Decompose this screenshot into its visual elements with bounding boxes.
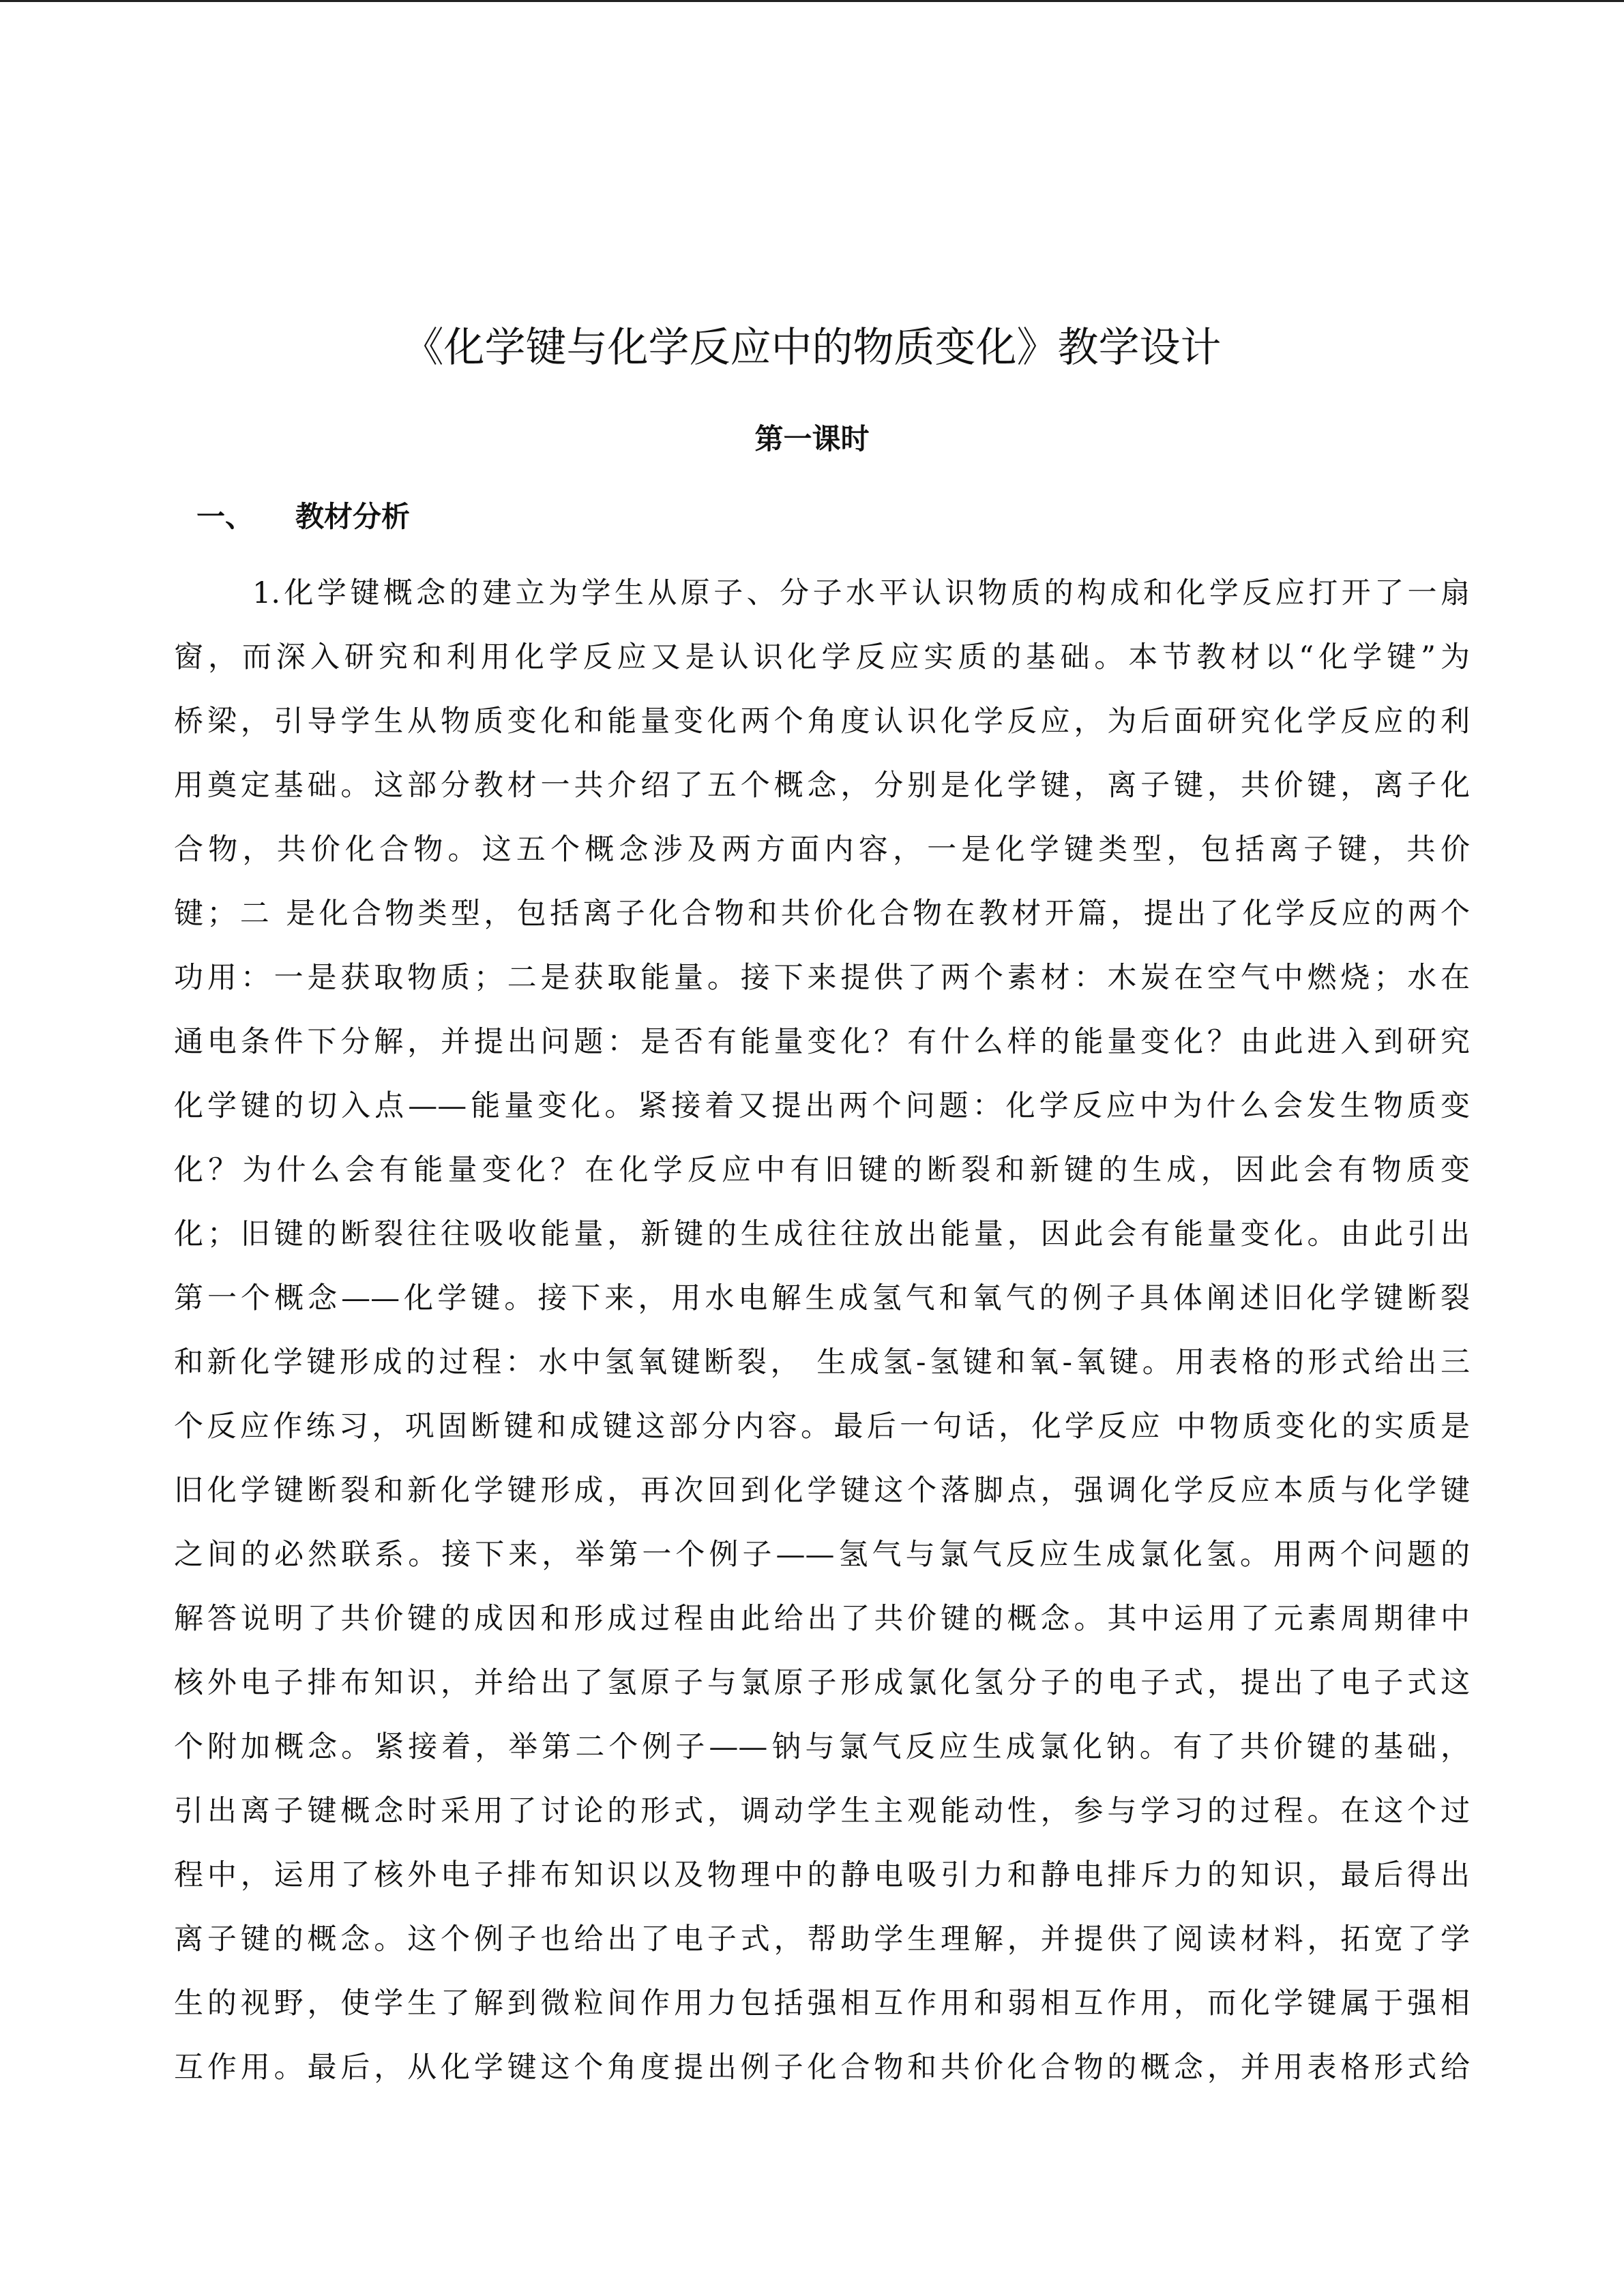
paragraph-line: 之间的必然联系。接下来，举第一个例子——氢气与氯气反应生成氯化氢。用两个问题的 bbox=[174, 1538, 1470, 1572]
paragraph-line: 功用：一是获取物质；二是获取能量。接下来提供了两个素材：木炭在空气中燃烧；水在 bbox=[174, 961, 1470, 995]
paragraph-line: 用奠定基础。这部分教材一共介绍了五个概念，分别是化学键，离子键，共价键，离子化 bbox=[174, 769, 1470, 803]
paragraph-line: 生的视野，使学生了解到微粒间作用力包括强相互作用和弱相互作用，而化学键属于强相 bbox=[174, 1986, 1470, 2021]
paragraph-line: 程中，运用了核外电子排布知识以及物理中的静电吸引力和静电排斥力的知识，最后得出 bbox=[174, 1858, 1470, 1892]
paragraph-line: 键；二 是化合物类型，包括离子化合物和共价化合物在教材开篇，提出了化学反应的两个 bbox=[174, 897, 1470, 931]
section-title: 教材分析 bbox=[295, 500, 411, 533]
paragraph-line: 桥梁，引导学生从物质变化和能量变化两个角度认识化学反应，为后面研究化学反应的利 bbox=[174, 704, 1470, 739]
paragraph-line: 第一个概念——化学键。接下来，用水电解生成氢气和氧气的例子具体阐述旧化学键断裂 bbox=[174, 1281, 1470, 1315]
paragraph-line: 引出离子键概念时采用了讨论的形式，调动学生主观能动性，参与学习的过程。在这个过 bbox=[174, 1794, 1470, 1828]
paragraph-line: 化？为什么会有能量变化？在化学反应中有旧键的断裂和新键的生成，因此会有物质变 bbox=[174, 1153, 1470, 1187]
paragraph-line: 个反应作练习，巩固断键和成键这部分内容。最后一句话，化学反应 中物质变化的实质是 bbox=[174, 1410, 1470, 1444]
section-number: 一、 bbox=[196, 500, 254, 533]
paragraph-line: 窗，而深入研究和利用化学反应又是认识化学反应实质的基础。本节教材以“化学键”为 bbox=[174, 640, 1470, 674]
section-heading bbox=[196, 496, 410, 537]
paragraph-line: 通电条件下分解，并提出问题：是否有能量变化？有什么样的能量变化？由此进入到研究 bbox=[174, 1025, 1470, 1059]
paragraph-line: 离子键的概念。这个例子也给出了电子式，帮助学生理解，并提供了阅读材料，拓宽了学 bbox=[174, 1922, 1470, 1956]
paragraph-line: 解答说明了共价键的成因和形成过程由此给出了共价键的概念。其中运用了元素周期律中 bbox=[174, 1602, 1470, 1636]
body-paragraph bbox=[174, 569, 1470, 2108]
paragraph-line: 和新化学键形成的过程：水中氢氧键断裂， 生成氢-氢键和氧-氧键。用表格的形式给出三 bbox=[174, 1345, 1470, 1380]
paragraph-line: 化学键的切入点——能量变化。紧接着又提出两个问题：化学反应中为什么会发生物质变 bbox=[174, 1089, 1470, 1123]
paragraph-line: 互作用。最后，从化学键这个角度提出例子化合物和共价化合物的概念，并用表格形式给 bbox=[174, 2051, 1470, 2085]
paragraph-line: 合物，共价化合物。这五个概念涉及两方面内容，一是化学键类型，包括离子键，共价 bbox=[174, 833, 1470, 867]
document-title: 《化学键与化学反应中的物质变化》教学设计 bbox=[402, 324, 1222, 372]
paragraph-line: 1.化学键概念的建立为学生从原子、分子水平认识物质的构成和化学反应打开了一扇 bbox=[252, 576, 1470, 610]
paragraph-line: 旧化学键断裂和新化学键形成，再次回到化学键这个落脚点，强调化学反应本质与化学键 bbox=[174, 1474, 1470, 1508]
paragraph-line: 核外电子排布知识，并给出了氢原子与氯原子形成氯化氢分子的电子式，提出了电子式这 bbox=[174, 1666, 1470, 1700]
paragraph-line: 个附加概念。紧接着，举第二个例子——钠与氯气反应生成氯化钠。有了共价键的基础， bbox=[174, 1730, 1470, 1764]
paragraph-line: 化；旧键的断裂往往吸收能量，新键的生成往往放出能量，因此会有能量变化。由此引出 bbox=[174, 1217, 1470, 1251]
lesson-subtitle: 第一课时 bbox=[754, 422, 870, 456]
